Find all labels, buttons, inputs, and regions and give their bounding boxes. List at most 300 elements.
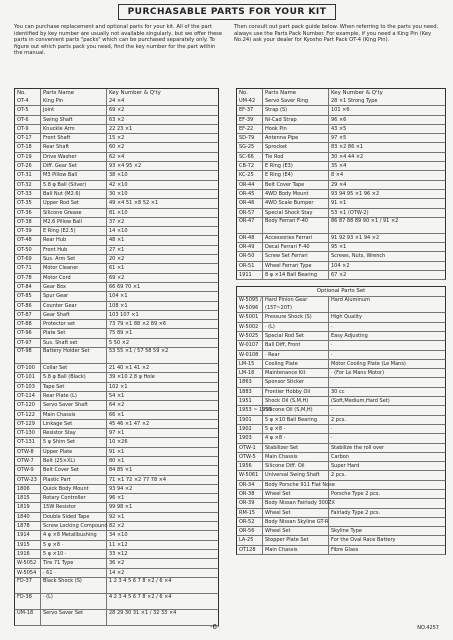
key-number-cell: 2 pcs. <box>331 416 346 423</box>
part-number-cell: OT128 <box>237 546 263 554</box>
part-name-cell: Plate Set <box>41 329 107 337</box>
key-number-cell: 49 ×4 51 ×8 52 ×1 <box>109 200 159 207</box>
part-name-cell: 5.8 φ Ball (Silver) <box>41 181 107 189</box>
part-number-cell: OT-101 <box>15 373 41 381</box>
header-parts-name: Parts Name <box>263 89 329 97</box>
part-number-cell: OR-38 <box>237 490 263 498</box>
part-name-cell: Rear Shaft <box>41 143 107 151</box>
part-name-cell: 4WD Body Mount <box>263 190 329 198</box>
part-number-cell: W-5052 <box>15 559 41 567</box>
key-number-cell: Fairlady Type 2 pcs. <box>331 509 381 516</box>
table-row <box>14 255 219 264</box>
part-number-cell: OT-120 <box>15 401 41 409</box>
optional-row <box>236 536 446 545</box>
part-number-cell: SC-66 <box>237 153 263 161</box>
table-row <box>14 373 219 382</box>
table-row <box>14 513 219 522</box>
table-row <box>14 531 219 540</box>
part-number-cell: SG-25 <box>237 143 263 151</box>
part-name-cell: Stabilizer Set <box>263 444 329 452</box>
key-number-cell: · (For Le Mans Motor) <box>331 370 385 377</box>
page-title: PURCHASABLE PARTS FOR YOUR KIT <box>118 4 336 20</box>
key-number-cell: 91 ×1 <box>109 448 125 455</box>
part-name-cell: 5 φ ×10 · <box>41 550 107 558</box>
part-number-cell: 1953 ~ 1955 <box>239 407 272 414</box>
part-name-cell: Belt (25×XL) <box>41 457 107 465</box>
header-key-number: Key Number & Q'ty <box>109 90 161 96</box>
table-row <box>14 494 219 503</box>
part-name-cell: M2.6 Pillow Ball <box>41 218 107 226</box>
part-number-cell: LM-15 <box>237 360 263 368</box>
part-number-cell: 1878 <box>15 522 41 530</box>
part-name-cell: Hard Pinion Gear (15T~20T) <box>263 297 329 312</box>
part-name-cell: Special Shock Stay <box>263 209 329 217</box>
table-row <box>14 476 219 485</box>
part-number: NO.4257 <box>417 625 439 631</box>
key-number-cell: For the Oval Race Battery <box>331 537 396 544</box>
optional-row <box>236 453 446 462</box>
key-number-cell: 53 ×1 (OTW-2) <box>331 209 369 216</box>
part-number-cell: OT-36 <box>15 209 41 217</box>
key-number-cell: 104 ×2 <box>331 262 350 269</box>
right-table-header <box>236 88 446 97</box>
key-number-cell: 38 ×10 <box>109 172 128 179</box>
part-number-cell: EF-39 <box>237 116 263 124</box>
key-number-cell: 69 ×2 <box>109 274 125 281</box>
part-name-cell: Black Shock (S) <box>41 578 107 593</box>
part-name-cell: Maintenance Kit <box>263 369 329 377</box>
table-row <box>14 311 219 320</box>
part-name-cell: · (L) <box>263 323 329 331</box>
part-name-cell: Cooling Plate <box>263 360 329 368</box>
table-row <box>14 559 219 568</box>
key-number-cell: 91 92 93 ×1 94 ×2 <box>331 234 380 241</box>
key-number-cell: 69 ×2 <box>109 107 125 114</box>
optional-row <box>236 462 446 471</box>
table-row <box>14 209 219 218</box>
key-number-cell <box>329 499 445 507</box>
part-name-cell: Main Chassis <box>263 546 329 554</box>
part-name-cell: Knuckle Arm <box>41 125 107 133</box>
table-row <box>14 97 219 106</box>
key-number-cell: 28 ×1 Strong Type <box>331 98 378 104</box>
table-row <box>14 550 219 559</box>
key-number-cell: Fibre Glass <box>331 546 359 553</box>
part-name-cell: Ball Nut (M2.6) <box>41 190 107 198</box>
optional-row <box>236 490 446 499</box>
key-number-cell: 27 ×1 <box>109 246 125 253</box>
key-number-cell: 36 ×2 <box>109 560 125 567</box>
optional-row <box>236 546 446 555</box>
part-number-cell: W-0108 <box>237 351 263 359</box>
part-number-cell: OR-50 <box>237 252 263 260</box>
table-row <box>236 143 446 152</box>
key-number-cell: 91 ×1 <box>331 200 347 207</box>
table-row <box>14 392 219 401</box>
table-row <box>236 153 446 162</box>
part-number-cell: OT-98 <box>15 348 41 363</box>
part-number-cell: OT-9 <box>15 125 41 133</box>
header-parts-name: Parts Name <box>41 89 107 97</box>
part-name-cell: Universal Swing Shaft <box>263 471 329 479</box>
key-number-cell: 67 ×2 <box>331 272 347 279</box>
key-number-cell: (Soft,Medium,Hard Set) <box>331 398 390 405</box>
part-number-cell: OTW-1 <box>237 444 263 452</box>
key-number-cell: 37 ×2 <box>109 218 125 225</box>
key-number-cell: 64 ×2 <box>109 402 125 409</box>
part-name-cell: Protector set <box>41 320 107 328</box>
part-name-cell: Silicone Diff. Oil <box>263 462 329 470</box>
part-number-cell: OR-47 <box>237 218 263 233</box>
part-number-cell: OT-87 <box>15 311 41 319</box>
part-number-cell: OT-35 <box>15 199 41 207</box>
key-number-cell: 54 ×1 <box>109 392 125 399</box>
page-number: -6- <box>210 623 220 631</box>
key-number-cell: 10 ×26 <box>109 439 128 446</box>
optional-row <box>236 397 446 406</box>
part-number-cell: KC-25 <box>237 171 263 179</box>
key-number-cell: · <box>331 435 333 442</box>
key-number-cell: · <box>331 407 333 414</box>
part-number-cell: OT-84 <box>15 283 41 291</box>
table-row <box>14 339 219 348</box>
part-number-cell: 1815 <box>15 494 41 502</box>
table-row <box>236 271 446 280</box>
key-number-cell: 48 ×1 <box>109 237 125 244</box>
table-row <box>14 364 219 373</box>
table-row <box>236 106 446 115</box>
part-number-cell: W-5002 <box>237 323 263 331</box>
optional-row <box>236 388 446 397</box>
key-number-cell: 83 ×2 86 ×1 <box>331 144 364 151</box>
part-number-cell: OT-18 <box>15 143 41 151</box>
part-name-cell: Shock Oil (S,M,H) <box>263 397 329 405</box>
part-number-cell: 1901 <box>237 416 263 424</box>
key-number-cell: 14 ×10 <box>109 228 128 235</box>
key-number-cell: Skyline Type <box>331 528 362 535</box>
table-row <box>14 320 219 329</box>
table-row <box>236 209 446 218</box>
part-name-cell: Battery Holder Set <box>41 348 107 363</box>
key-number-cell: 93 ×4 95 ×2 <box>109 163 142 170</box>
table-row <box>14 485 219 494</box>
part-number-cell: 1951 <box>237 397 263 405</box>
table-row <box>14 438 219 447</box>
part-name-cell: Front Hub <box>41 246 107 254</box>
key-number-cell: 60 ×2 <box>109 144 125 151</box>
part-name-cell: 4 φ ×8 · <box>263 434 329 442</box>
table-row <box>236 262 446 271</box>
part-name-cell: Spur Gear <box>41 292 107 300</box>
table-row <box>236 234 446 243</box>
part-number-cell: OR-48 <box>237 234 263 242</box>
part-name-cell: Main Chassis <box>263 453 329 461</box>
table-row <box>14 283 219 292</box>
part-name-cell: · (L) <box>41 594 107 609</box>
part-name-cell: Motor Cord <box>41 274 107 282</box>
part-name-cell: E Ring (E2.5) <box>41 227 107 235</box>
part-number-cell: OT-129 <box>15 420 41 428</box>
part-number-cell: OT-4 <box>15 97 41 105</box>
key-number-cell: Stabilize the roll over <box>331 444 385 451</box>
key-number-cell: 102 ×1 <box>109 383 128 390</box>
part-name-cell: Quick Body Mount <box>41 485 107 493</box>
table-row <box>14 578 219 594</box>
key-number-cell: 8 ×4 <box>331 172 344 179</box>
key-number-cell: 2 pcs. <box>331 472 346 479</box>
part-number-cell: OT-86 <box>15 302 41 310</box>
table-row <box>14 274 219 283</box>
right-parts-table <box>236 88 446 555</box>
key-number-cell: 20 ×2 <box>109 256 125 263</box>
table-row <box>14 466 219 475</box>
part-name-cell: Silicone Oil (S,M,H) <box>263 406 329 414</box>
key-number-cell: 93 94 95 ×1 96 ×2 <box>331 190 380 197</box>
part-number-cell: OTW-7 <box>15 457 41 465</box>
key-number-cell: 86 87 88 89 90 ×1 / 91 ×2 <box>331 217 399 224</box>
table-row <box>236 97 446 106</box>
part-name-cell: Linkage Set <box>41 420 107 428</box>
part-number-cell: 1840 <box>15 513 41 521</box>
part-name-cell: Rear Hub <box>41 236 107 244</box>
part-name-cell: Wheel Set <box>263 527 329 535</box>
table-row <box>236 199 446 208</box>
optional-row <box>236 509 446 518</box>
key-number-cell: 75 89 ×1 <box>109 330 133 337</box>
table-row <box>14 448 219 457</box>
part-name-cell: Body Porsche 911 Flat Nose <box>265 481 335 488</box>
key-number-cell: 104 ×1 <box>109 293 128 300</box>
table-row <box>14 329 219 338</box>
part-number-cell: RM-15 <box>237 509 263 517</box>
part-number-cell: FD-37 <box>15 578 41 593</box>
key-number-cell: 28 29 30 31 ×1 / 32 33 ×4 <box>109 609 177 616</box>
table-row <box>236 218 446 234</box>
part-number-cell: OT-17 <box>15 134 41 142</box>
key-number-cell <box>329 481 445 489</box>
key-number-cell: 80 ×1 <box>109 457 125 464</box>
key-number-cell: 42 ×10 <box>109 181 128 188</box>
part-name-cell: · Rear <box>263 351 329 359</box>
optional-row <box>236 332 446 341</box>
key-number-cell: 5 50 ×2 <box>109 339 130 346</box>
table-row <box>236 252 446 261</box>
key-number-cell: 34 ×10 <box>109 532 128 539</box>
part-number-cell: OT-19 <box>15 153 41 161</box>
table-row <box>236 134 446 143</box>
part-number-cell: SD-79 <box>237 134 263 142</box>
key-number-cell: 103 107 ×1 <box>109 311 139 318</box>
part-number-cell: OTW-8 <box>15 448 41 456</box>
part-name-cell: Tie Rod <box>263 153 329 161</box>
part-number-cell: OT-31 <box>15 171 41 179</box>
optional-row <box>236 416 446 425</box>
part-number-cell: OR-52 <box>237 518 263 526</box>
table-row <box>14 106 219 115</box>
key-number-cell: 15 ×2 <box>109 135 125 142</box>
part-number-cell: CB-72 <box>237 162 263 170</box>
part-name-cell: Silicone Grease <box>41 209 107 217</box>
part-name-cell: Wheel Set <box>263 490 329 498</box>
key-number-cell: 81 ×10 <box>109 209 128 216</box>
part-number-cell: OT-39 <box>15 227 41 235</box>
table-row <box>14 264 219 273</box>
part-name-cell: Servo Saver Set <box>41 610 107 625</box>
key-number-cell: · <box>331 323 333 330</box>
header-no: No. <box>237 89 263 97</box>
table-row <box>14 125 219 134</box>
optional-row <box>236 378 446 387</box>
key-number-cell: 29 ×4 <box>331 181 347 188</box>
part-name-cell: 15W Resistor <box>41 503 107 511</box>
key-number-cell: 97 ×1 <box>109 430 125 437</box>
key-number-cell: 71 ×1 72 ×2 77 78 ×4 <box>109 476 167 483</box>
part-number-cell: OTW-9 <box>15 466 41 474</box>
left-table-header <box>14 88 219 97</box>
part-name-cell: 5 φ Shim Set <box>41 438 107 446</box>
table-row <box>14 171 219 180</box>
optional-row <box>236 434 446 443</box>
part-name-cell: Sus. Arm Set <box>41 255 107 263</box>
header-key-number: Key Number & Q'ty <box>331 90 383 96</box>
table-row <box>14 401 219 410</box>
part-name-cell: Antenna Pipe <box>263 134 329 142</box>
part-number-cell: OR-39 <box>237 499 263 507</box>
optional-row <box>236 481 446 490</box>
table-row <box>14 236 219 245</box>
part-number-cell: W-5095 / W-5096 <box>239 297 262 311</box>
table-row <box>14 503 219 512</box>
part-name-cell: Motor Cleaner <box>41 264 107 272</box>
part-number-cell: OT-26 <box>15 162 41 170</box>
optional-row <box>236 313 446 322</box>
part-number-cell: OT-38 <box>15 218 41 226</box>
key-number-cell: Screws, Nuts, Wrench <box>331 253 386 260</box>
part-number-cell: OT-97 <box>15 339 41 347</box>
key-number-cell: 30 ×4 44 ×2 <box>331 153 364 160</box>
part-number-cell: OT-85 <box>15 292 41 300</box>
optional-parts-title: Optional Parts Set <box>236 286 446 297</box>
table-row <box>14 134 219 143</box>
part-number-cell: 1956 <box>237 462 263 470</box>
part-name-cell: Tire 71 Type <box>41 559 107 567</box>
part-name-cell: Screw Locking Compound <box>43 523 108 530</box>
key-number-cell: 11 ×12 <box>109 541 128 548</box>
key-number-cell: 61 ×1 <box>109 265 125 272</box>
part-name-cell: Sponsor Sticker <box>263 378 329 386</box>
part-number-cell: OT-130 <box>15 429 41 437</box>
key-number-cell: 95 ×1 <box>331 244 347 251</box>
key-number-cell <box>329 518 445 526</box>
key-number-cell: 30 ×10 <box>109 190 128 197</box>
part-number-cell: 1914 <box>15 531 41 539</box>
part-number-cell: 1863 <box>237 378 263 386</box>
part-number-cell: FD-38 <box>15 594 41 609</box>
key-number-cell: 84 85 ×1 <box>109 467 133 474</box>
table-row <box>14 569 219 578</box>
part-name-cell: Body Nissan Fairlady 300ZX <box>265 500 335 507</box>
key-number-cell: 35 ×4 <box>331 163 347 170</box>
table-row <box>236 125 446 134</box>
optional-row <box>236 341 446 350</box>
key-number-cell: 62 ×4 <box>109 153 125 160</box>
part-name-cell: Ball Diff, Front <box>263 341 329 349</box>
optional-row <box>236 323 446 332</box>
part-number-cell: W-5061 <box>237 471 263 479</box>
key-number-cell: · <box>331 351 333 358</box>
table-row <box>14 199 219 208</box>
table-row <box>14 610 219 626</box>
key-number-cell: Motor Cooling Plate (Le Mans) <box>331 360 406 367</box>
part-number-cell: W-5054 <box>15 569 41 577</box>
part-name-cell: E Ring (E3) <box>263 162 329 170</box>
part-name-cell: Plastic Part <box>41 476 107 484</box>
part-name-cell: Stopper Plate Set <box>263 536 329 544</box>
part-number-cell: OT-78 <box>15 274 41 282</box>
part-name-cell: Gear Shaft <box>41 311 107 319</box>
part-name-cell: Frontier Hobby Oil <box>263 388 329 396</box>
key-number-cell: 108 ×1 <box>109 302 128 309</box>
part-number-cell: OT-100 <box>15 364 41 372</box>
part-number-cell: 1806 <box>15 485 41 493</box>
part-name-cell: Rear Plate (L) <box>41 392 107 400</box>
part-name-cell: Decal Ferrari F-40 <box>263 243 329 251</box>
table-row <box>236 116 446 125</box>
key-number-cell: 21 40 ×1 41 ×2 <box>109 365 150 372</box>
key-number-cell: 82 ×2 <box>109 523 125 530</box>
part-number-cell: UM-18 <box>15 610 41 625</box>
part-name-cell: · 61 · <box>41 569 107 577</box>
key-number-cell: Super Hard <box>331 463 360 470</box>
key-number-cell: 63 ×2 <box>109 116 125 123</box>
part-name-cell: Hook Pin <box>263 125 329 133</box>
part-name-cell: 4 φ ×8 Metallbushing <box>41 531 107 539</box>
part-name-cell: Belt Cover Tape <box>263 181 329 189</box>
table-row <box>14 383 219 392</box>
part-name-cell: Upper Plate <box>41 448 107 456</box>
part-number-cell: 1916 <box>15 550 41 558</box>
part-number-cell: OT-88 <box>15 320 41 328</box>
part-name-cell: Gear Box <box>41 283 107 291</box>
part-number-cell: OR-44 <box>237 181 263 189</box>
part-number-cell: 1883 <box>237 388 263 396</box>
part-name-cell: Wheel Ferrari Type <box>263 262 329 270</box>
part-name-cell: 5 φ ×10 Ball Bearing <box>263 416 329 424</box>
part-name-cell: 5 φ ×8 · <box>41 541 107 549</box>
part-number-cell: W-0107 <box>237 341 263 349</box>
key-number-cell: Porsche Type 2 pcs. <box>331 490 381 497</box>
optional-row <box>236 499 446 508</box>
left-parts-table <box>14 88 219 626</box>
part-name-cell: E Ring (E4) <box>263 171 329 179</box>
key-number-cell: 14 ×2 <box>109 569 125 576</box>
table-row <box>14 429 219 438</box>
key-number-cell: 45 46 ×1 47 ×2 <box>109 420 150 427</box>
table-row <box>14 522 219 531</box>
part-number-cell: EF-37 <box>237 106 263 114</box>
part-name-cell: Wheel Set <box>263 509 329 517</box>
part-name-cell: Servo Saver Ring <box>263 97 329 105</box>
key-number-cell: 99 98 ×1 <box>109 504 133 511</box>
table-row <box>14 348 219 364</box>
part-number-cell: OT-122 <box>15 411 41 419</box>
part-number-cell: EF-22 <box>237 125 263 133</box>
part-name-cell: Servo Saver Shaft <box>41 401 107 409</box>
part-name-cell: Body Ferrari F-40 <box>263 218 329 233</box>
table-row <box>14 411 219 420</box>
part-number-cell: OR-45 <box>237 190 263 198</box>
key-number-cell: 66 69 70 ×1 <box>109 283 141 290</box>
